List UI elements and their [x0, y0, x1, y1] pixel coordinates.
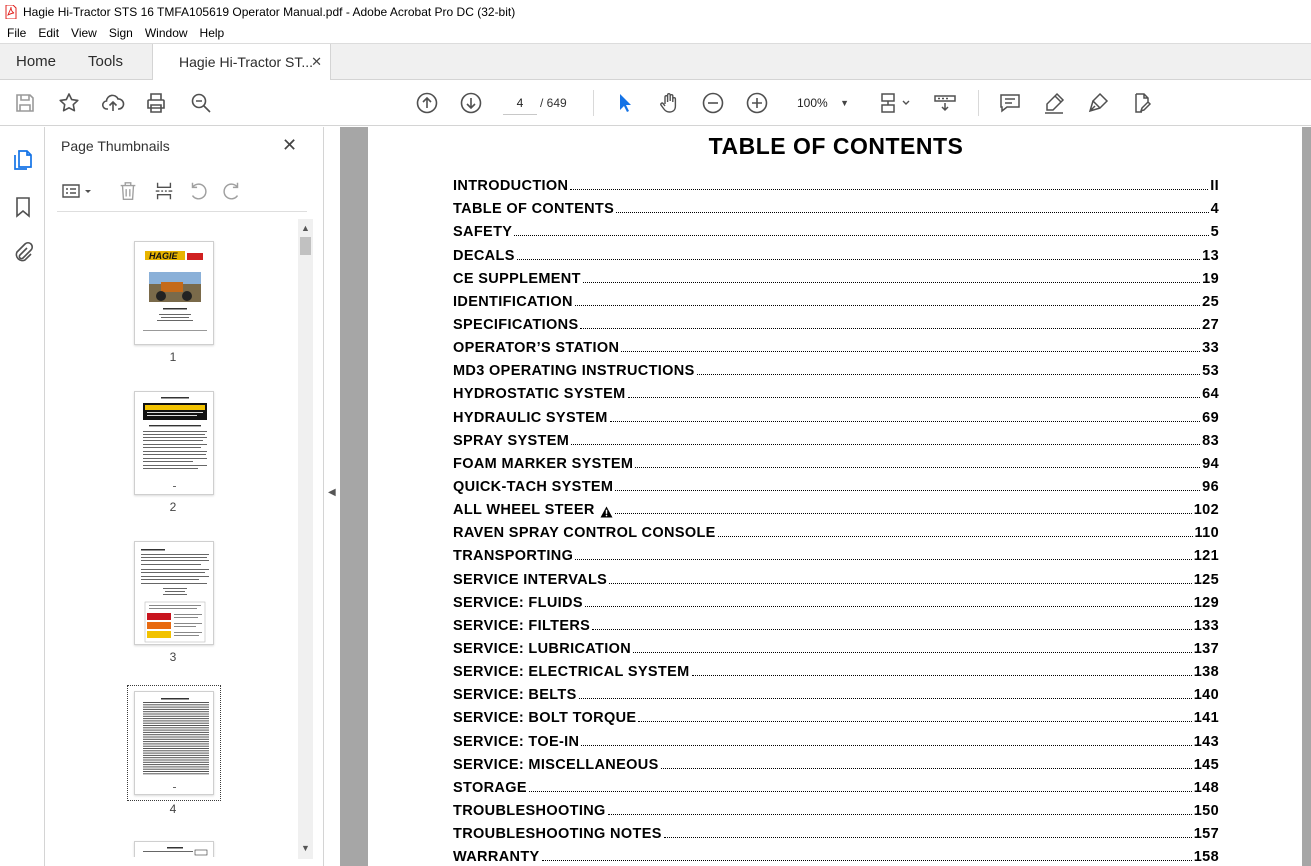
toc-entry[interactable]: [453, 333, 1219, 356]
toc-entry[interactable]: [453, 750, 1219, 773]
page-thumbnail[interactable]: [134, 541, 214, 645]
toc-entry-page: 133: [1193, 617, 1219, 634]
toc-entry[interactable]: [453, 773, 1219, 796]
menu-window[interactable]: Window: [144, 26, 188, 40]
toc-entry-page: 53: [1202, 363, 1219, 380]
title-bar: [0, 0, 1311, 23]
toc-entry-page: II: [1210, 178, 1219, 195]
toc-entry-page: 94: [1202, 455, 1219, 472]
tab-bar: [0, 43, 1311, 80]
thumbnail-tools: [60, 179, 305, 207]
toc-dot-leader: [616, 212, 1208, 213]
toc-entry-page: 143: [1193, 733, 1219, 750]
toc-dot-leader: [610, 421, 1201, 422]
toc-entry-page: 158: [1193, 849, 1219, 866]
page-thumbnail[interactable]: [134, 841, 214, 857]
page-thumbnail[interactable]: [134, 241, 214, 345]
safety-page-preview: [135, 842, 214, 857]
toc-entry-page: 27: [1202, 316, 1219, 333]
menu-bar: [0, 23, 1311, 43]
toc-entry[interactable]: [453, 726, 1219, 749]
save-icon[interactable]: [12, 90, 38, 116]
toc-dot-leader: [580, 328, 1200, 329]
pdf-logo-icon: [5, 5, 17, 19]
toc-entry-page: 150: [1193, 802, 1219, 819]
scrollbar-thumb[interactable]: [300, 237, 311, 255]
highlight-pen-icon[interactable]: [1041, 90, 1067, 116]
toc-heading: TABLE OF CONTENTS: [708, 133, 964, 159]
toc-entry-title: TABLE OF CONTENTS: [453, 201, 615, 218]
toc-entry-page: 25: [1202, 293, 1219, 310]
toc-entry-title: SERVICE: MISCELLANEOUS: [453, 756, 659, 773]
toc-entry[interactable]: [453, 611, 1219, 634]
panel-divider: [57, 211, 307, 212]
panel-splitter[interactable]: [323, 127, 340, 866]
toc-entry-page: 157: [1193, 826, 1219, 843]
toc-entry-title: MD3 OPERATING INSTRUCTIONS: [453, 363, 695, 380]
tab-document-label: Hagie Hi-Tractor ST...: [179, 54, 314, 70]
toc-entry-page: 148: [1193, 779, 1219, 796]
pdf-page: [368, 127, 1302, 866]
rotate-ccw-icon[interactable]: [186, 179, 210, 203]
comment-icon[interactable]: [997, 90, 1023, 116]
page-number-input[interactable]: [503, 91, 537, 115]
zoom-value: 100%: [797, 96, 828, 110]
toc-entry-page: 138: [1193, 664, 1219, 681]
toc-entry-title: SERVICE: BOLT TORQUE: [453, 710, 637, 727]
toc-dot-leader: [570, 189, 1208, 190]
toc-entry[interactable]: [453, 842, 1219, 865]
toc-entry-page: 69: [1202, 409, 1219, 426]
toc-entry[interactable]: [453, 564, 1219, 587]
toc-entry-page: 129: [1193, 594, 1219, 611]
toc-entry-title: ALL WHEEL STEER: [453, 502, 595, 519]
close-tab-icon[interactable]: ✕: [311, 54, 322, 69]
toc-entry-title: SERVICE: FLUIDS: [453, 594, 583, 611]
toc-entry[interactable]: [453, 588, 1219, 611]
toc-entry[interactable]: [453, 495, 1219, 518]
toc-entry-page: 4: [1210, 201, 1219, 218]
main-toolbar: [0, 80, 1311, 126]
thumbnail-list: [45, 227, 297, 857]
toc-entry-page: 5: [1210, 224, 1219, 241]
toc-entry-title: TROUBLESHOOTING: [453, 802, 606, 819]
collapse-panel-icon[interactable]: ◀: [328, 487, 336, 498]
toc-dot-leader: [615, 513, 1192, 514]
toc-entry-title: STORAGE: [453, 779, 527, 796]
toc-entry-title: SERVICE: TOE-IN: [453, 733, 580, 750]
menu-file[interactable]: File: [7, 26, 27, 40]
toc-dot-leader: [542, 860, 1192, 861]
page-thumbnail-selected[interactable]: [134, 691, 214, 795]
toc-dot-leader: [697, 374, 1201, 375]
toc-entry[interactable]: [453, 449, 1219, 472]
toc-entry-title: SERVICE: FILTERS: [453, 617, 591, 634]
thumbnail-label: 1: [169, 350, 177, 364]
toc-dot-leader: [529, 791, 1192, 792]
toc-dot-leader: [579, 698, 1192, 699]
toc-entry[interactable]: [453, 541, 1219, 564]
toc-entry[interactable]: [453, 264, 1219, 287]
tab-document[interactable]: [152, 44, 331, 81]
chevron-down-icon: ▼: [840, 98, 849, 108]
page-thumbnail[interactable]: [134, 391, 214, 495]
hand-icon[interactable]: [656, 90, 682, 116]
page-thumbnails-icon[interactable]: [10, 147, 36, 173]
toc-entry-title: TRANSPORTING: [453, 548, 574, 565]
menu-help[interactable]: Help: [199, 26, 225, 40]
toc-entry-title: INTRODUCTION: [453, 178, 569, 195]
warning-icon: [600, 506, 613, 518]
rotate-cw-icon[interactable]: [220, 179, 244, 203]
close-panel-icon[interactable]: ✕: [282, 135, 298, 155]
toc-dot-leader: [514, 235, 1208, 236]
prev-page-icon[interactable]: [414, 90, 440, 116]
print-icon[interactable]: [143, 90, 169, 116]
edit-pdf-icon[interactable]: [1129, 90, 1155, 116]
sign-icon[interactable]: [1085, 90, 1111, 116]
toc-dot-leader: [583, 282, 1200, 283]
scroll-down-arrow-icon[interactable]: ▼: [301, 843, 310, 853]
toc-entry[interactable]: [453, 310, 1219, 333]
toc-entry[interactable]: [453, 426, 1219, 449]
tab-tools[interactable]: Tools: [88, 53, 124, 70]
toc-entry-title: FOAM MARKER SYSTEM: [453, 455, 634, 472]
warning-page-preview: [135, 392, 214, 495]
scroll-up-arrow-icon[interactable]: ▲: [301, 223, 310, 233]
toc-dot-leader: [635, 467, 1200, 468]
toc-entry-title: SERVICE INTERVALS: [453, 571, 608, 588]
next-page-icon[interactable]: [458, 90, 484, 116]
toc-entry[interactable]: [453, 518, 1219, 541]
toc-entry[interactable]: [453, 634, 1219, 657]
document-viewport[interactable]: [340, 127, 1311, 866]
toolbar-divider: [978, 90, 979, 116]
toc-entry[interactable]: [453, 472, 1219, 495]
zoom-dropdown[interactable]: [789, 91, 855, 115]
toc-entry-title: DECALS: [453, 247, 515, 264]
toc-dot-leader: [609, 583, 1192, 584]
toc-entry-page: 140: [1193, 687, 1219, 704]
thumbnail-panel: [45, 127, 323, 866]
select-cursor-icon[interactable]: [612, 90, 638, 116]
zoom-in-icon[interactable]: [744, 90, 770, 116]
toc-entry-title: IDENTIFICATION: [453, 293, 573, 310]
toc-entry-page: 64: [1202, 386, 1219, 403]
bookmark-star-icon[interactable]: [56, 90, 82, 116]
toc-entry[interactable]: [453, 379, 1219, 402]
tab-home[interactable]: Home: [16, 53, 57, 70]
toc-entry[interactable]: [453, 217, 1219, 240]
toc-entry-title: SPECIFICATIONS: [453, 316, 579, 333]
window-title: Hagie Hi-Tractor STS 16 TMFA105619 Operator Manual.pdf - Adobe Acrobat Pro DC (32-bit): [23, 4, 516, 19]
page-total: / 649: [540, 96, 567, 110]
toc-entry-page: 110: [1194, 525, 1219, 542]
toc-entry-title: SERVICE: LUBRICATION: [453, 640, 632, 657]
toc-dot-leader: [571, 444, 1200, 445]
toc-dot-leader: [575, 305, 1200, 306]
zoom-search-icon[interactable]: [188, 90, 214, 116]
toc-entry-title: SPRAY SYSTEM: [453, 432, 570, 449]
toc-entry[interactable]: [453, 171, 1219, 194]
toc-entry-title: QUICK-TACH SYSTEM: [453, 478, 614, 495]
toc-dot-leader: [664, 837, 1192, 838]
toc-entry-title: SAFETY: [453, 224, 513, 241]
insert-page-icon[interactable]: [152, 179, 176, 203]
toc-dot-leader: [575, 559, 1192, 560]
options-menu-icon[interactable]: [60, 179, 94, 203]
toc-entry-page: 121: [1193, 548, 1219, 565]
toc-entry-page: 33: [1202, 340, 1219, 357]
toc-entry-title: RAVEN SPRAY CONTROL CONSOLE: [453, 525, 716, 542]
toc-page-preview: [135, 692, 214, 795]
toc-entry[interactable]: [453, 356, 1219, 379]
toc-entry-title: OPERATOR’S STATION: [453, 340, 620, 357]
zoom-out-icon[interactable]: [700, 90, 726, 116]
scroll-mode-icon[interactable]: [932, 90, 958, 116]
thumbnail-scrollbar[interactable]: [298, 219, 313, 859]
toc-dot-leader: [628, 397, 1201, 398]
panel-title: Page Thumbnails: [61, 138, 170, 154]
toolbar-divider: [593, 90, 594, 116]
toc-entry[interactable]: [453, 680, 1219, 703]
toc-dot-leader: [718, 536, 1193, 537]
toc-entry-title: CE SUPPLEMENT: [453, 270, 581, 287]
menu-view[interactable]: View: [71, 26, 97, 40]
intro-page-preview: [135, 542, 214, 645]
cover-page-preview: [135, 242, 214, 345]
toc-entry-page: 83: [1202, 432, 1219, 449]
toc-entry-page: 125: [1193, 571, 1219, 588]
toc-entry-page: 13: [1202, 247, 1219, 264]
bookmarks-icon[interactable]: [10, 194, 36, 220]
toc-entry-page: 137: [1193, 640, 1219, 657]
toc-entry[interactable]: [453, 657, 1219, 680]
toc-entry-title: SERVICE: ELECTRICAL SYSTEM: [453, 664, 690, 681]
thumbnail-label: 2: [169, 500, 177, 514]
toc-entry-title: HYDROSTATIC SYSTEM: [453, 386, 626, 403]
thumbnail-label: 3: [169, 650, 177, 664]
toc-list: [453, 171, 1219, 865]
attachments-icon[interactable]: [10, 240, 36, 266]
toc-dot-leader: [592, 629, 1192, 630]
upload-cloud-icon[interactable]: [100, 90, 126, 116]
toc-entry[interactable]: [453, 240, 1219, 263]
toc-entry-title: WARRANTY: [453, 849, 540, 866]
toc-entry[interactable]: [453, 796, 1219, 819]
toc-entry[interactable]: [453, 402, 1219, 425]
toc-dot-leader: [517, 259, 1200, 260]
toc-entry-page: 96: [1202, 478, 1219, 495]
toc-dot-leader: [661, 768, 1192, 769]
toc-entry[interactable]: [453, 703, 1219, 726]
toc-entry-page: 102: [1193, 502, 1219, 519]
toc-entry[interactable]: [453, 819, 1219, 842]
toc-entry-page: 19: [1202, 270, 1219, 287]
fit-page-icon[interactable]: [876, 90, 916, 116]
toc-dot-leader: [621, 351, 1200, 352]
toc-dot-leader: [608, 814, 1192, 815]
thumbnail-label: 4: [169, 802, 177, 816]
toc-entry-page: 141: [1193, 710, 1219, 727]
menu-sign[interactable]: Sign: [108, 26, 133, 40]
toc-dot-leader: [638, 721, 1191, 722]
left-navigation-rail: [0, 127, 45, 866]
toc-dot-leader: [615, 490, 1200, 491]
delete-icon[interactable]: [116, 179, 140, 203]
toc-entry-title: HYDRAULIC SYSTEM: [453, 409, 608, 426]
toc-entry-title: SERVICE: BELTS: [453, 687, 577, 704]
toc-dot-leader: [633, 652, 1192, 653]
menu-edit[interactable]: Edit: [38, 26, 60, 40]
toc-entry-title: TROUBLESHOOTING NOTES: [453, 826, 662, 843]
toc-dot-leader: [585, 606, 1192, 607]
toc-dot-leader: [581, 745, 1191, 746]
toc-entry-page: 145: [1193, 756, 1219, 773]
toc-dot-leader: [692, 675, 1192, 676]
toc-entry[interactable]: [453, 287, 1219, 310]
toc-entry[interactable]: [453, 194, 1219, 217]
svg-text:HAGIE: HAGIE: [149, 251, 178, 261]
